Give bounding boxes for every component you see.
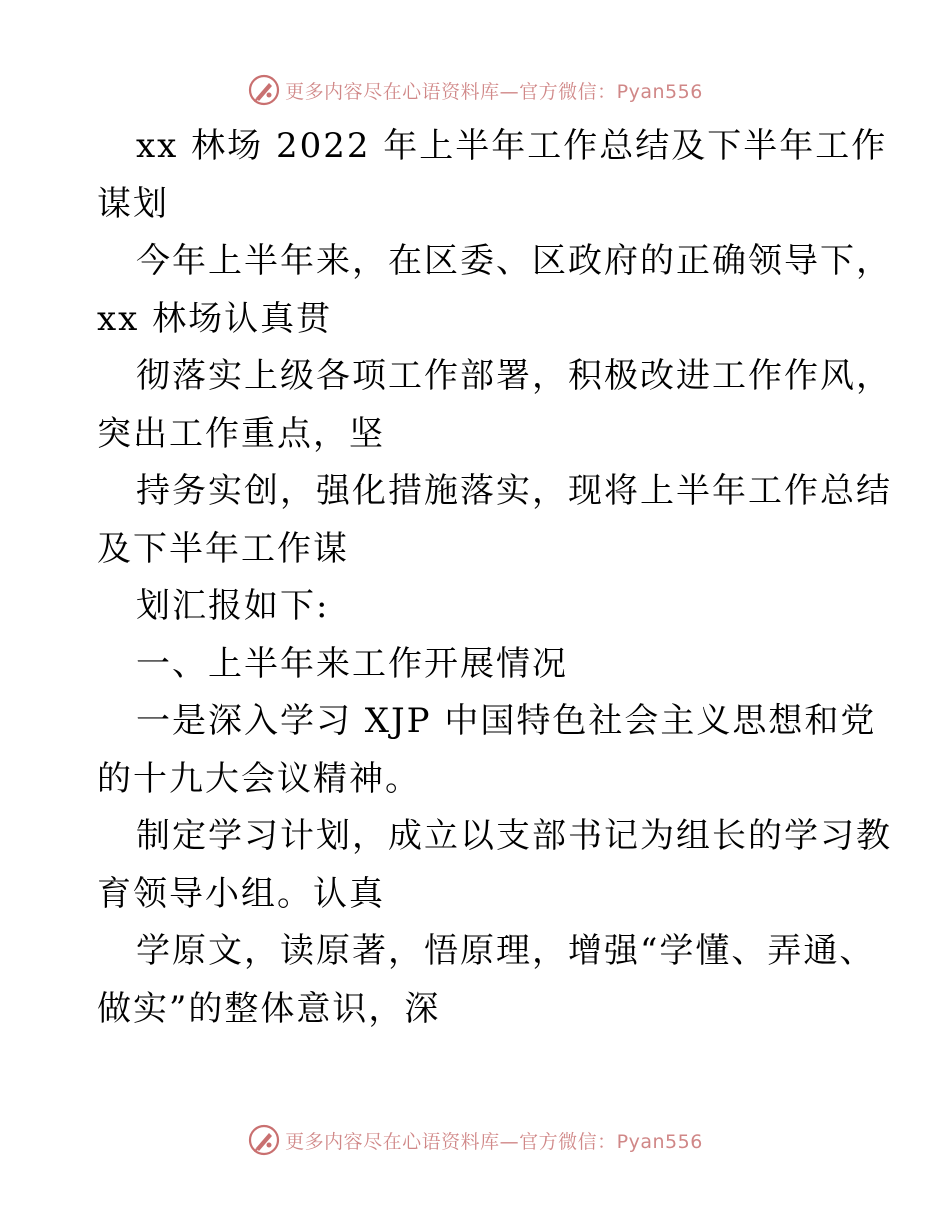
paragraph-line: 育领导小组。认真 xyxy=(97,873,385,914)
section-heading: 一、上半年来工作开展情况 xyxy=(136,643,568,684)
paragraph-line: xx 林场认真贯 xyxy=(97,298,333,339)
title-line-1: xx 林场 2022 年上半年工作总结及下半年工作 xyxy=(136,126,888,166)
paragraph-line: 持务实创，强化措施落实，现将上半年工作总结 xyxy=(136,471,892,511)
header-watermark xyxy=(0,70,950,110)
paragraph-line: 划汇报如下: xyxy=(136,586,330,626)
watermark-text: 更多内容尽在心语资料库—官方微信：Pyan556 xyxy=(285,1130,703,1153)
paragraph-line: 学原文，读原著，悟原理，增强“学懂、弄通、 xyxy=(136,931,876,971)
paragraph-line: 彻落实上级各项工作部署，积极改进工作作风， xyxy=(136,356,892,396)
paragraph-line: 一是深入学习 XJP 中国特色社会主义思想和党 xyxy=(136,701,877,741)
paragraph-line: 突出工作重点，坚 xyxy=(97,413,385,454)
pen-logo-icon xyxy=(247,1123,281,1157)
title-line-2: 谋划 xyxy=(97,183,169,224)
paragraph-line: 今年上半年来，在区委、区政府的正确领导下， xyxy=(136,241,892,281)
paragraph-line: 的十九大会议精神。 xyxy=(97,758,421,799)
pen-logo-icon xyxy=(247,73,281,107)
watermark-text: 更多内容尽在心语资料库—官方微信：Pyan556 xyxy=(285,80,703,103)
document-body xyxy=(97,118,892,1038)
paragraph-line: 做实”的整体意识，深 xyxy=(97,988,441,1029)
paragraph-line: 制定学习计划，成立以支部书记为组长的学习教 xyxy=(136,816,892,856)
paragraph-line: 及下半年工作谋 xyxy=(97,528,349,569)
footer-watermark xyxy=(0,1120,950,1160)
